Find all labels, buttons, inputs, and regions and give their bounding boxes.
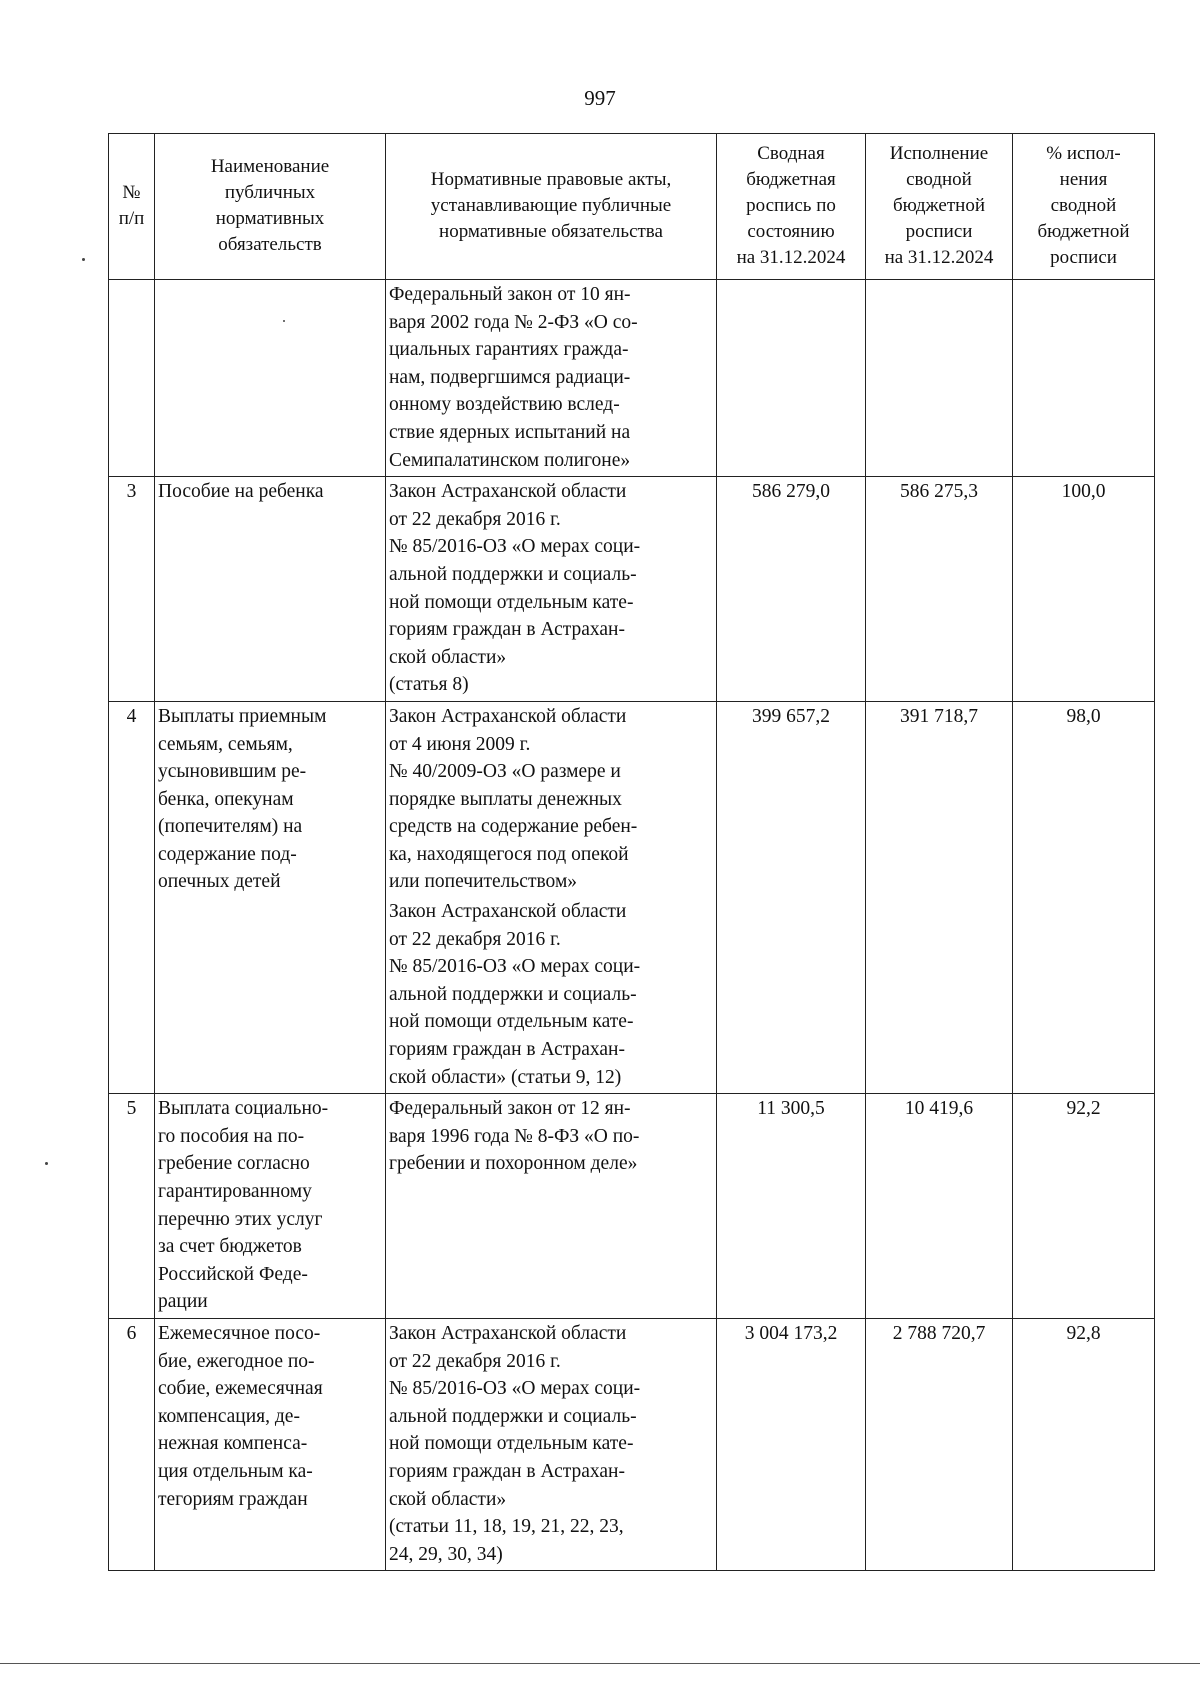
scan-dot-mark — [82, 258, 85, 261]
execution-percent-value: 100,0 — [1013, 477, 1155, 702]
row-number: 5 — [109, 1094, 155, 1319]
scan-dot-mark — [45, 1162, 48, 1165]
budget-obligations-table — [108, 133, 1155, 1571]
execution-percent-value: 92,2 — [1013, 1094, 1155, 1319]
row-number: 6 — [109, 1318, 155, 1570]
header-obligation-name: Наименование публичных нормативных обязательств — [155, 134, 386, 280]
budget-plan-value: 3 004 173,2 — [717, 1318, 866, 1570]
scan-dot-mark — [283, 320, 285, 322]
legal-act: Федеральный закон от 12 ян- варя 1996 года № 8-ФЗ «О по- гребении и похоронном деле» — [389, 1098, 640, 1175]
legal-acts-cell — [386, 280, 717, 477]
legal-acts-cell — [386, 1318, 717, 1570]
budget-execution-value: 586 275,3 — [866, 477, 1013, 702]
legal-acts-cell — [386, 1094, 717, 1319]
budget-execution-value — [866, 280, 1013, 477]
table-row — [109, 701, 1155, 1093]
budget-plan-value: 586 279,0 — [717, 477, 866, 702]
header-legal-acts: Нормативные правовые акты, устанавливающие публичные нормативные обязательства — [386, 134, 717, 280]
execution-percent-value: 98,0 — [1013, 701, 1155, 1093]
execution-percent-value: 92,8 — [1013, 1318, 1155, 1570]
budget-plan-value: 399 657,2 — [717, 701, 866, 1093]
obligation-name: Выплата социально- го пособия на по- гребение согласно гарантированному перечню этих услуг за счет бюджетов Российской Феде- рации — [155, 1094, 386, 1319]
table-row — [109, 1094, 1155, 1319]
obligation-name: Выплаты приемным семьям, семьям, усыновившим ре- бенка, опекунам (попечителям) на содержание под- опечных детей — [155, 701, 386, 1093]
legal-act: Закон Астраханской области от 4 июня 2009 г. № 40/2009-ОЗ «О размере и порядке выплаты денежных средств на содержание ребен- ка, находящегося под опекой или попечительством» — [389, 705, 638, 893]
row-number: 3 — [109, 477, 155, 702]
legal-act: Закон Астраханской области от 22 декабря 2016 г. № 85/2016-ОЗ «О мерах соци- альной поддержки и социаль- ной помощи отдельным кате- гориям граждан в Астрахан- ской области» (статьи 9, 12) — [389, 901, 641, 1088]
obligation-name — [155, 280, 386, 477]
page-number: 997 — [584, 86, 616, 110]
obligation-name: Ежемесячное посо- бие, ежегодное по- собие, ежемесячная компенсация, де- нежная компенса- ция отдельным ка- тегориям граждан — [155, 1318, 386, 1570]
legal-acts-cell — [386, 701, 717, 1093]
table-row — [109, 477, 1155, 702]
table-row — [109, 1318, 1155, 1570]
budget-plan-value: 11 300,5 — [717, 1094, 866, 1319]
header-budget-plan: Сводная бюджетная роспись по состоянию на 31.12.2024 — [717, 134, 866, 280]
header-number: № п/п — [109, 134, 155, 280]
legal-act: Закон Астраханской области от 22 декабря 2016 г. № 85/2016-ОЗ «О мерах соци- альной поддержки и социаль- ной помощи отдельным кате- гориям граждан в Астрахан- ской области» (статья 8) — [389, 481, 641, 696]
page-bottom-rule — [0, 1663, 1200, 1664]
budget-execution-value: 2 788 720,7 — [866, 1318, 1013, 1570]
row-number — [109, 280, 155, 477]
table-header-row — [109, 134, 1155, 280]
row-number: 4 — [109, 701, 155, 1093]
legal-acts-cell — [386, 477, 717, 702]
header-budget-execution: Исполнение сводной бюджетной росписи на 31.12.2024 — [866, 134, 1013, 280]
obligation-name: Пособие на ребенка — [155, 477, 386, 702]
table-row — [109, 280, 1155, 477]
budget-execution-value: 10 419,6 — [866, 1094, 1013, 1319]
header-execution-percent: % испол- нения сводной бюджетной росписи — [1013, 134, 1155, 280]
legal-act: Федеральный закон от 10 ян- варя 2002 года № 2-ФЗ «О со- циальных гарантиях гражда- нам, подвергшимся радиаци- онному воздействию вслед- ствие ядерных испытаний на Семипалатинском полигоне» — [389, 284, 638, 471]
legal-act: Закон Астраханской области от 22 декабря 2016 г. № 85/2016-ОЗ «О мерах соци- альной поддержки и социаль- ной помощи отдельным кате- гориям граждан в Астрахан- ской области» (статьи 11, 18, 19, 21, 22, 23, 24, 29, 30, 34) — [389, 1322, 641, 1565]
budget-plan-value — [717, 280, 866, 477]
execution-percent-value — [1013, 280, 1155, 477]
budget-execution-value: 391 718,7 — [866, 701, 1013, 1093]
